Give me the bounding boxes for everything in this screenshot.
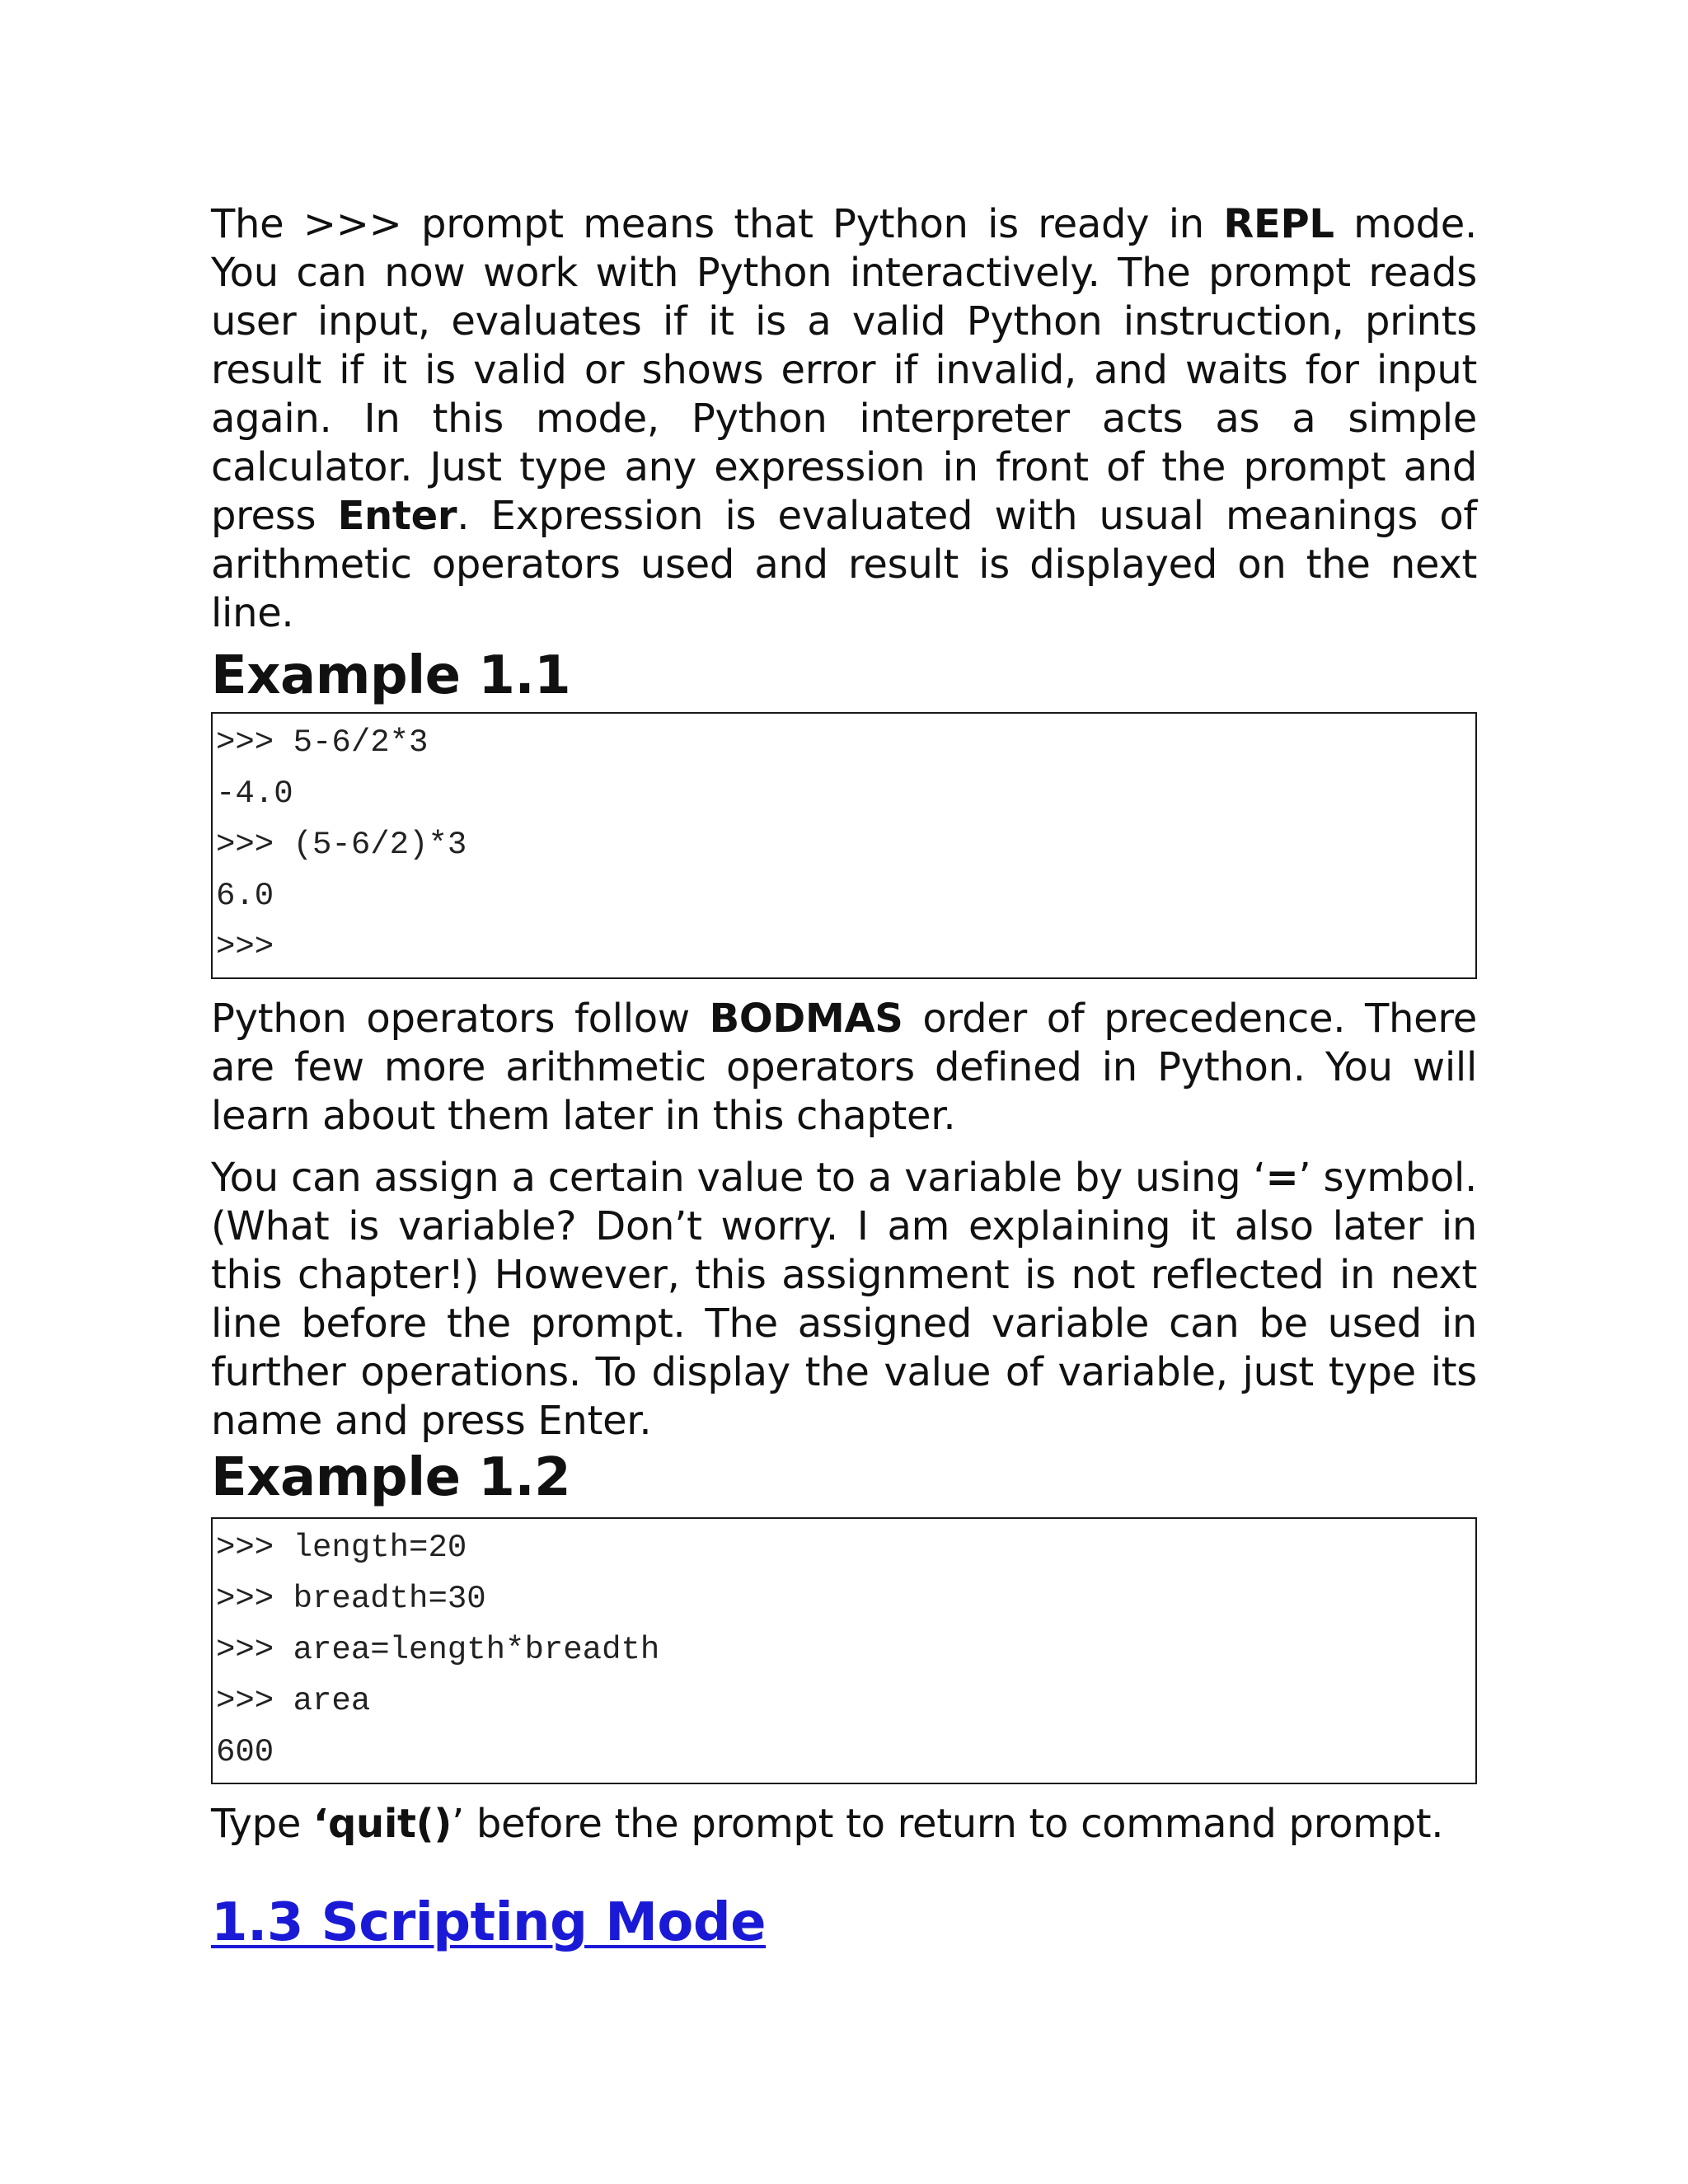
bodmas-text-2: order of precedence. There are few more arithmetic operators defined in Python. You will learn about them later in this chapter. [211,996,1477,1139]
section-1-3-link[interactable]: 1.3 Scripting Mode [211,1892,767,1953]
quit-text-2: ’ before the prompt to return to command prompt. [451,1801,1444,1847]
code-line: >>> breadth=30 [216,1581,486,1617]
example-1-2-code-block [211,1517,1477,1784]
code-line: 6.0 [216,878,274,914]
assign-text-1: You can assign a certain value to a variable by using ‘ [211,1155,1266,1201]
intro-bold-repl: REPL [1223,201,1334,247]
code-line: >>> (5-6/2)*3 [216,827,467,863]
intro-text-3: . Expression is evaluated with usual meanings of arithmetic operators used and result is displayed on the next line. [211,493,1478,636]
code-line: >>> length=20 [216,1530,467,1566]
example-1-1-heading: Example 1.1 [211,645,571,706]
bodmas-text-1: Python operators follow [211,996,710,1042]
bodmas-bold: BODMAS [709,996,903,1042]
quit-text-1: Type [211,1801,314,1847]
example-1-1-code-block [211,712,1477,979]
code-line: -4.0 [216,776,293,812]
intro-paragraph [211,200,1477,638]
example-1-2-heading: Example 1.2 [211,1447,571,1508]
intro-bold-enter: Enter [337,493,457,539]
code-line: >>> area [216,1683,371,1719]
code-line: >>> 5-6/2*3 [216,724,429,761]
quit-bold: ‘quit() [313,1801,452,1847]
code-line: >>> [216,929,274,965]
quit-paragraph [211,1800,1477,1849]
intro-text-2: mode. You can now work with Python interactively. The prompt reads user input, evaluates if it is a valid Python instruction, prints result if it is valid or shows error if invalid, and waits for input again. In this mode, Python interpreter acts as a simple calculator. Just type any expression in front of the prompt and press [211,201,1477,539]
assignment-paragraph [211,1154,1477,1446]
assign-text-2: ’ symbol. (What is variable? Don’t worry. I am explaining it also later in this chapter!) However, this assignment is not reflected in next line before the prompt. The assigned variable can be used in further operations. To display the value of variable, just type its name and press Enter. [211,1155,1477,1444]
code-line: 600 [216,1734,274,1770]
code-line: >>> area=length*breadth [216,1632,660,1668]
bodmas-paragraph [211,995,1477,1141]
assign-bold-equals: = [1265,1155,1299,1201]
intro-text-1: The >>> prompt means that Python is ready in [211,201,1224,247]
